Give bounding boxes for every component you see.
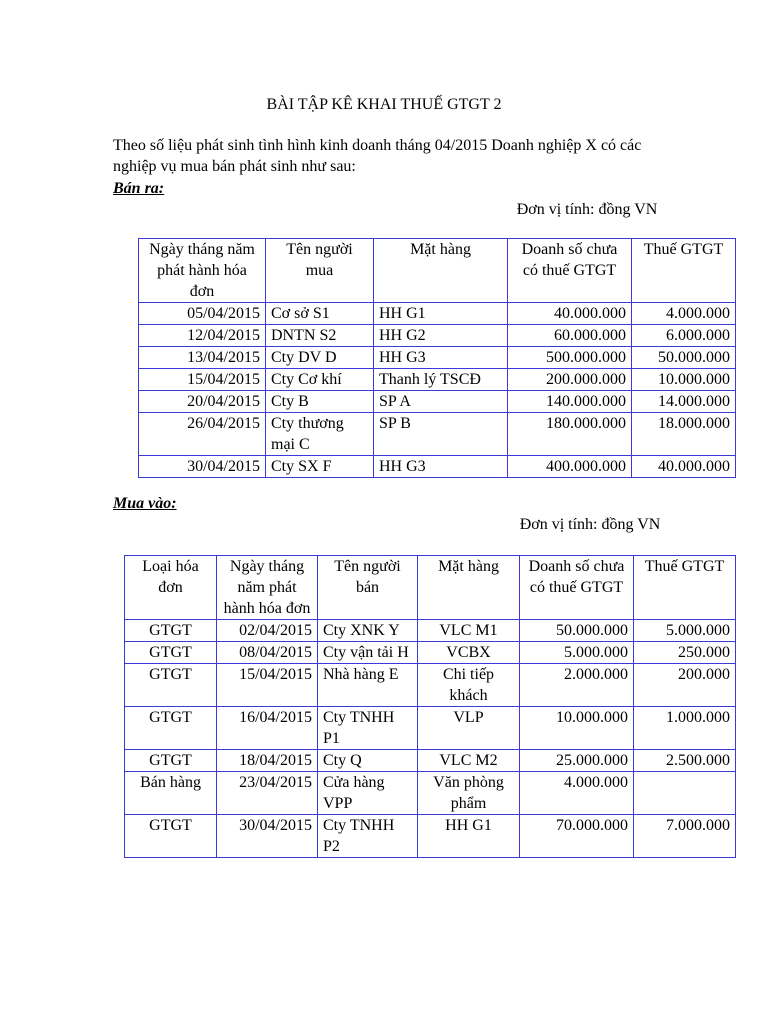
header-cell: Doanh số chưa có thuế GTGT bbox=[508, 239, 632, 303]
table-cell: 10.000.000 bbox=[632, 369, 736, 391]
table-cell bbox=[634, 772, 736, 815]
table-cell: Văn phòng phẩm bbox=[418, 772, 520, 815]
table-cell: Cty B bbox=[266, 391, 374, 413]
table-cell: 12/04/2015 bbox=[139, 325, 266, 347]
table-cell: GTGT bbox=[125, 707, 217, 750]
table-cell: 5.000.000 bbox=[520, 642, 634, 664]
table-row bbox=[125, 815, 736, 858]
table-cell: Cty TNHH P1 bbox=[318, 707, 418, 750]
table-row bbox=[139, 369, 736, 391]
table-cell: 1.000.000 bbox=[634, 707, 736, 750]
table-cell: 25.000.000 bbox=[520, 750, 634, 772]
purchases-unit-note: Đơn vị tính: đồng VN bbox=[519, 516, 661, 533]
table-cell: 2.500.000 bbox=[634, 750, 736, 772]
table-row bbox=[139, 391, 736, 413]
table-cell: 500.000.000 bbox=[508, 347, 632, 369]
table-cell: GTGT bbox=[125, 664, 217, 707]
table-row bbox=[125, 620, 736, 642]
table-cell: 13/04/2015 bbox=[139, 347, 266, 369]
table-cell: 200.000 bbox=[634, 664, 736, 707]
table-cell: Cty vận tải H bbox=[318, 642, 418, 664]
table-header-row bbox=[139, 239, 736, 303]
table-row bbox=[139, 347, 736, 369]
table-cell: 4.000.000 bbox=[520, 772, 634, 815]
table-row bbox=[125, 642, 736, 664]
table-cell: 18/04/2015 bbox=[217, 750, 318, 772]
table-cell: Cty XNK Y bbox=[318, 620, 418, 642]
table-cell: 70.000.000 bbox=[520, 815, 634, 858]
table-cell: 40.000.000 bbox=[632, 456, 736, 478]
table-cell: HH G1 bbox=[374, 303, 508, 325]
table-row bbox=[139, 413, 736, 456]
table-row bbox=[125, 707, 736, 750]
table-cell: 2.000.000 bbox=[520, 664, 634, 707]
table-cell: Cty TNHH P2 bbox=[318, 815, 418, 858]
header-cell: Doanh số chưa có thuế GTGT bbox=[520, 556, 634, 620]
table-cell: GTGT bbox=[125, 815, 217, 858]
table-cell: 40.000.000 bbox=[508, 303, 632, 325]
table-cell: 180.000.000 bbox=[508, 413, 632, 456]
table-row bbox=[125, 664, 736, 707]
table-cell: 14.000.000 bbox=[632, 391, 736, 413]
table-cell: Thanh lý TSCĐ bbox=[374, 369, 508, 391]
header-cell: Ngày tháng năm phát hành hóa đơn bbox=[217, 556, 318, 620]
table-cell: 7.000.000 bbox=[634, 815, 736, 858]
table-cell: 200.000.000 bbox=[508, 369, 632, 391]
table-cell: 50.000.000 bbox=[520, 620, 634, 642]
table-cell: GTGT bbox=[125, 642, 217, 664]
table-cell: DNTN S2 bbox=[266, 325, 374, 347]
table-cell: 250.000 bbox=[634, 642, 736, 664]
table-cell: Bán hàng bbox=[125, 772, 217, 815]
table-cell: 20/04/2015 bbox=[139, 391, 266, 413]
table-cell: SP B bbox=[374, 413, 508, 456]
table-cell: 02/04/2015 bbox=[217, 620, 318, 642]
table-cell: HH G3 bbox=[374, 347, 508, 369]
table-cell: HH G1 bbox=[418, 815, 520, 858]
table-cell: 5.000.000 bbox=[634, 620, 736, 642]
header-cell: Thuế GTGT bbox=[634, 556, 736, 620]
table-cell: 16/04/2015 bbox=[217, 707, 318, 750]
table-cell: 400.000.000 bbox=[508, 456, 632, 478]
table-cell: 30/04/2015 bbox=[217, 815, 318, 858]
table-row bbox=[139, 456, 736, 478]
header-cell: Tên người bán bbox=[318, 556, 418, 620]
table-cell: 08/04/2015 bbox=[217, 642, 318, 664]
table-cell: VLP bbox=[418, 707, 520, 750]
table-cell: 60.000.000 bbox=[508, 325, 632, 347]
table-cell: 18.000.000 bbox=[632, 413, 736, 456]
table-cell: GTGT bbox=[125, 750, 217, 772]
table-cell: Cửa hàng VPP bbox=[318, 772, 418, 815]
intro-paragraph: Theo số liệu phát sinh tình hình kinh doanh tháng 04/2015 Doanh nghiệp X có các nghiệp vụ mua bán phát sinh như sau: bbox=[113, 137, 642, 175]
header-cell: Thuế GTGT bbox=[632, 239, 736, 303]
table-cell: Cty Q bbox=[318, 750, 418, 772]
table-cell: Nhà hàng E bbox=[318, 664, 418, 707]
table-cell: 140.000.000 bbox=[508, 391, 632, 413]
table-cell: 23/04/2015 bbox=[217, 772, 318, 815]
header-cell: Loại hóa đơn bbox=[125, 556, 217, 620]
purchases-section-label: Mua vào: bbox=[113, 495, 177, 512]
table-cell: VCBX bbox=[418, 642, 520, 664]
table-cell: 4.000.000 bbox=[632, 303, 736, 325]
table-cell: 26/04/2015 bbox=[139, 413, 266, 456]
table-cell: SP A bbox=[374, 391, 508, 413]
sales-unit-note: Đơn vị tính: đồng VN bbox=[516, 201, 658, 218]
purchases-table bbox=[124, 555, 736, 858]
table-row bbox=[125, 750, 736, 772]
table-cell: VLC M2 bbox=[418, 750, 520, 772]
sales-table bbox=[138, 238, 736, 478]
table-cell: GTGT bbox=[125, 620, 217, 642]
table-cell: HH G2 bbox=[374, 325, 508, 347]
table-cell: 10.000.000 bbox=[520, 707, 634, 750]
table-cell: VLC M1 bbox=[418, 620, 520, 642]
table-cell: 6.000.000 bbox=[632, 325, 736, 347]
header-cell: Ngày tháng năm phát hành hóa đơn bbox=[139, 239, 266, 303]
table-row bbox=[139, 303, 736, 325]
table-cell: Cty DV D bbox=[266, 347, 374, 369]
table-cell: Cty Cơ khí bbox=[266, 369, 374, 391]
table-cell: HH G3 bbox=[374, 456, 508, 478]
table-cell: Chi tiếp khách bbox=[418, 664, 520, 707]
table-header-row bbox=[125, 556, 736, 620]
table-cell: Cty SX F bbox=[266, 456, 374, 478]
table-cell: Cơ sở S1 bbox=[266, 303, 374, 325]
table-cell: 05/04/2015 bbox=[139, 303, 266, 325]
header-cell: Tên người mua bbox=[266, 239, 374, 303]
document-title: BÀI TẬP KÊ KHAI THUẾ GTGT 2 bbox=[266, 96, 502, 113]
table-cell: 30/04/2015 bbox=[139, 456, 266, 478]
table-cell: 15/04/2015 bbox=[139, 369, 266, 391]
table-cell: 15/04/2015 bbox=[217, 664, 318, 707]
header-cell: Mặt hàng bbox=[418, 556, 520, 620]
table-cell: Cty thương mại C bbox=[266, 413, 374, 456]
header-cell: Mặt hàng bbox=[374, 239, 508, 303]
table-row bbox=[139, 325, 736, 347]
table-cell: 50.000.000 bbox=[632, 347, 736, 369]
table-row bbox=[125, 772, 736, 815]
sales-section-label: Bán ra: bbox=[113, 180, 165, 197]
